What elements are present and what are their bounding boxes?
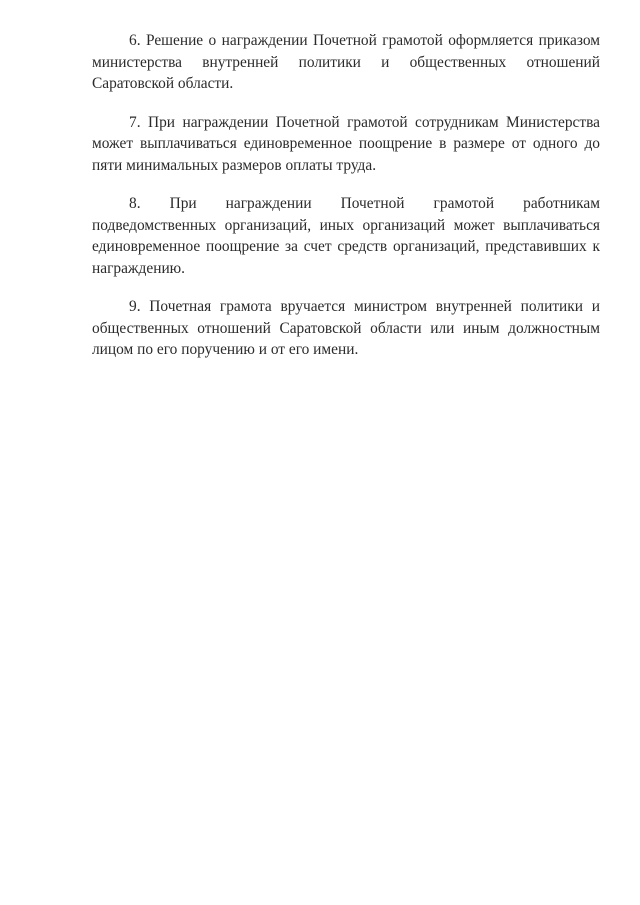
paragraph-6: 6. Решение о награждении Почетной грамотой оформляется приказом министерства внутренней политики и общественных отношений Саратовской области. <box>92 32 600 92</box>
paragraph-8: 8. При награждении Почетной грамотой работникам подведомственных организаций, иных организаций может выплачиваться единовременное поощрение за счет средств организаций, представивших к награждению. <box>92 195 600 277</box>
paragraph-9: 9. Почетная грамота вручается министром внутренней политики и общественных отношений Саратовской области или иным должностным лицом по его поручению и от его имени. <box>92 298 600 358</box>
document-body <box>92 30 600 378</box>
paragraph-7: 7. При награждении Почетной грамотой сотрудникам Министерства может выплачиваться единовременное поощрение в размере от одного до пяти минимальных размеров оплаты труда. <box>92 113 600 174</box>
